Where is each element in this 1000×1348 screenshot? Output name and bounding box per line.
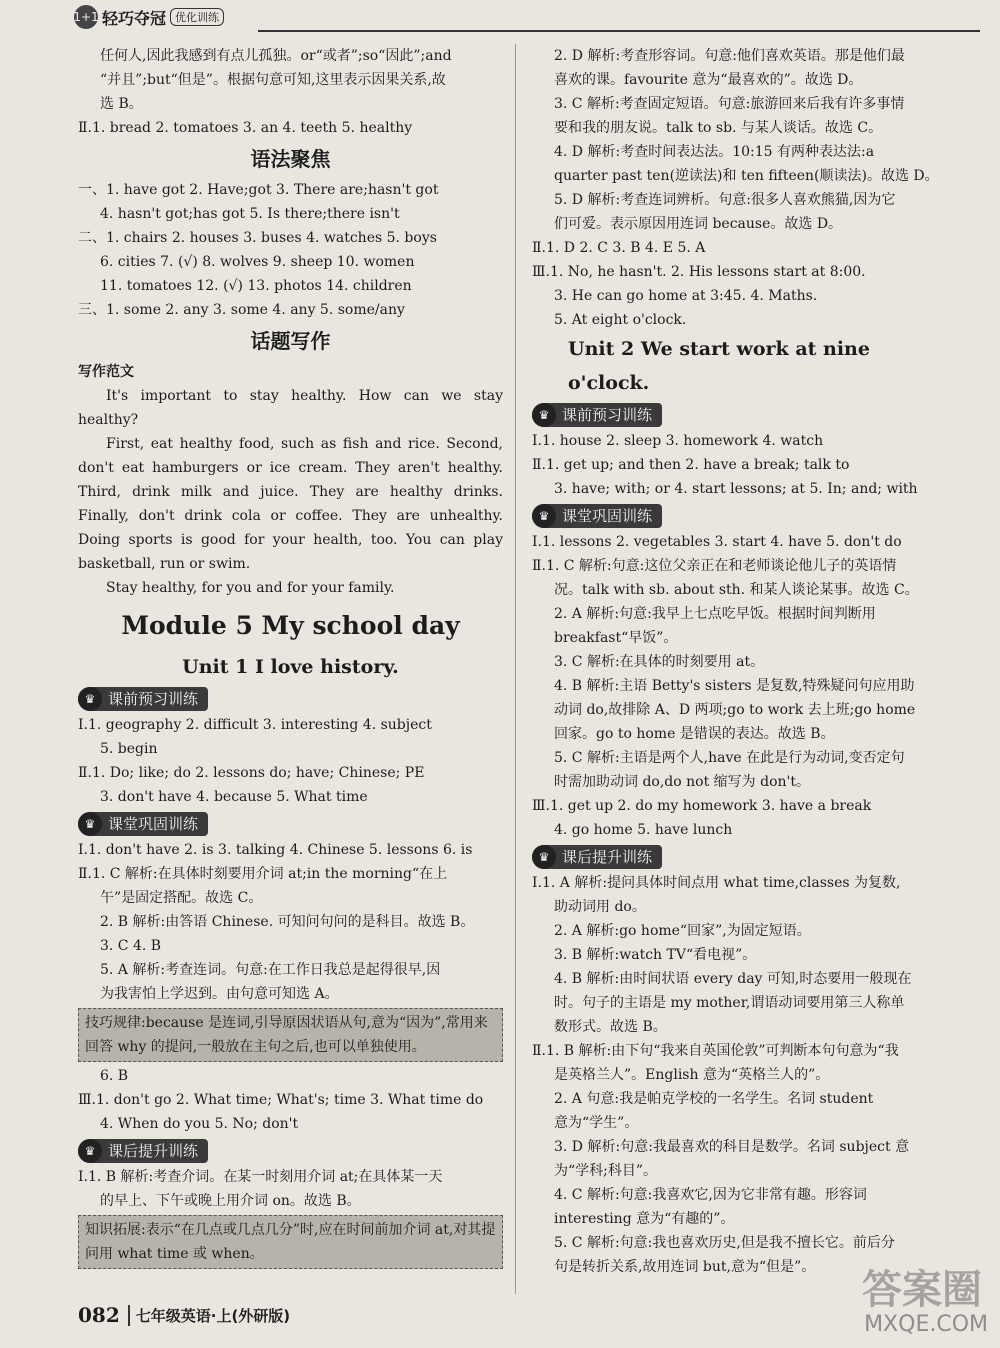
answer-line: quarter past ten(逆读法)和 ten fifteen(顺读法)。故选 D。: [554, 168, 939, 184]
answer-line: Ⅱ.1. D 2. C 3. B 4. E 5. A: [532, 240, 706, 256]
writing-paragraph: Stay healthy, for you and for your family.: [106, 580, 395, 596]
answer-line: Ⅲ.1. get up 2. do my homework 3. have a break: [532, 798, 872, 814]
answer-line: 二、1. chairs 2. houses 3. buses 4. watches 5. boys: [78, 230, 437, 246]
answer-line: 3. D 解析:句意:我最喜欢的科目是数学。名词 subject 意: [554, 1139, 910, 1155]
knowledge-box: 知识拓展:表示“在几点或几点几分”时,应在时间前加介词 at,对其提问用 what time 或 when。: [78, 1215, 503, 1269]
answer-line: 动词 do,故排除 A、D 两项;go to work 去上班;go home: [554, 702, 916, 718]
answer-line: 2. A 句意:我是帕克学校的一名学生。名词 student: [554, 1091, 874, 1107]
page-number: 082: [78, 1303, 120, 1327]
answer-line: 4. hasn't got;has got 5. Is there;there isn't: [100, 206, 400, 222]
answer-line: breakfast“早饭”。: [554, 630, 678, 646]
section-banner-preview: [78, 687, 208, 711]
answer-line: Ⅰ.1. geography 2. difficult 3. interesting 4. subject: [78, 717, 432, 733]
answer-line: 一、1. have got 2. Have;got 3. There are;hasn't got: [78, 182, 439, 198]
banner-label: 课前预习训练: [108, 690, 199, 708]
answer-line: 3. C 4. B: [100, 938, 162, 954]
answer-line: 6. cities 7. (√) 8. wolves 9. sheep 10. women: [100, 254, 415, 270]
answer-line: 3. B 解析:watch TV“看电视”。: [554, 947, 757, 963]
answer-line: 助动词用 do。: [554, 899, 646, 915]
logo-subtitle: 优化训练: [170, 8, 224, 26]
writing-paragraph: It's important to stay healthy. How can we stay healthy?: [78, 388, 503, 428]
answer-line: 4. D 解析:考查时间表达法。10:15 有两种表达法:a: [554, 144, 875, 160]
answer-line: 2. A 解析:go home“回家”,为固定短语。: [554, 923, 811, 939]
answer-line: 2. B 解析:由答语 Chinese. 可知问句问的是科目。故选 B。: [100, 914, 475, 930]
answer-line: 任何人,因此我感到有点儿孤独。or“或者”;so“因此”;and: [100, 48, 452, 64]
answer-line: 数形式。故选 B。: [554, 1019, 667, 1035]
answer-line: 3. C 解析:考查固定短语。句意:旅游回来后我有许多事情: [554, 96, 905, 112]
brand-logo: [74, 4, 224, 30]
page-header: [0, 0, 1000, 34]
section-banner-classwork: [532, 504, 662, 528]
watermark-url: MXQE.COM: [864, 1312, 988, 1337]
answer-line: 是英格兰人”。English 意为“英格兰人的”。: [554, 1067, 830, 1083]
answer-line: 2. A 解析:句意:我早上七点吃早饭。根据时间判断用: [554, 606, 876, 622]
answer-line: 时需加助动词 do,do not 缩写为 don't。: [554, 774, 810, 790]
answer-line: 要和我的朋友说。talk to sb. 与某人谈话。故选 C。: [554, 120, 883, 136]
right-column: [532, 44, 952, 1279]
answer-line: 11. tomatoes 12. (√) 13. photos 14. children: [100, 278, 412, 294]
answer-line: 6. B: [100, 1068, 129, 1084]
logo-text: 轻巧夺冠: [102, 8, 167, 28]
answer-line: 3. don't have 4. because 5. What time: [100, 789, 368, 805]
answer-line: Ⅲ.1. No, he hasn't. 2. His lessons start at 8:00.: [532, 264, 866, 280]
answer-line: Ⅱ.1. bread 2. tomatoes 3. an 4. teeth 5. healthy: [78, 120, 413, 136]
book-title: 七年级英语·上(外研版): [128, 1305, 290, 1326]
section-title-writing: 话题写作: [250, 329, 331, 353]
banner-label: 课前预习训练: [562, 406, 653, 424]
section-banner-homework: [78, 1139, 208, 1163]
answer-line: “并且”;but“但是”。根据句意可知,这里表示因果关系,故: [100, 72, 446, 88]
answer-line: 3. He can go home at 3:45. 4. Maths.: [554, 288, 818, 304]
answer-line: 为“学科;科目”。: [554, 1163, 658, 1179]
answer-line: 意为“学生”。: [554, 1115, 639, 1131]
answer-line: 喜欢的课。favourite 意为“最喜欢的”。故选 D。: [554, 72, 863, 88]
answer-line: 们可爱。表示原因用连词 because。故选 D。: [554, 216, 843, 232]
unit-title: Unit 1 I love history.: [182, 656, 399, 678]
answer-line: 2. D 解析:考查形容词。句意:他们喜欢英语。那是他们最: [554, 48, 905, 64]
answer-line: 5. C 解析:主语是两个人,have 在此是行为动词,变否定句: [554, 750, 905, 766]
answer-line: Ⅰ.1. A 解析:提问具体时间点用 what time,classes 为复数,: [532, 875, 901, 891]
writing-label: 写作范文: [78, 364, 134, 380]
answer-line: 3. have; with; or 4. start lessons; at 5. In; and; with: [554, 481, 918, 497]
answer-line: Ⅰ.1. B 解析:考查介词。在某一时刻用介词 at;在具体某一天: [78, 1169, 443, 1185]
answer-line: 5. C 解析:句意:我也喜欢历史,但是我不擅长它。前后分: [554, 1235, 895, 1251]
answer-line: 4. C 解析:句意:我喜欢它,因为它非常有趣。形容词: [554, 1187, 867, 1203]
answer-line: 的早上、下午或晚上用介词 on。故选 B。: [100, 1193, 361, 1209]
column-divider: [515, 44, 516, 1294]
logo-icon: 1+1: [74, 5, 98, 29]
answer-line: Ⅱ.1. get up; and then 2. have a break; talk to: [532, 457, 850, 473]
answer-line: Ⅱ.1. C 解析:在具体时刻要用介词 at;in the morning“在上: [78, 866, 448, 882]
banner-label: 课后提升训练: [562, 848, 653, 866]
header-rule: [258, 30, 980, 32]
answer-line: 4. go home 5. have lunch: [554, 822, 733, 838]
answer-line: 时。句子的主语是 my mother,谓语动词要用第三人称单: [554, 995, 905, 1011]
answer-line: 4. When do you 5. No; don't: [100, 1116, 299, 1132]
answer-line: 5. At eight o'clock.: [554, 312, 687, 328]
answer-line: 回家。go to home 是错误的表达。故选 B。: [554, 726, 835, 742]
left-column: [78, 44, 503, 1271]
section-banner-homework: [532, 845, 662, 869]
answer-line: 5. A 解析:考查连词。句意:在工作日我总是起得很早,因: [100, 962, 441, 978]
answer-line: Ⅱ.1. Do; like; do 2. lessons do; have; Chinese; PE: [78, 765, 425, 781]
answer-line: 况。talk with sb. about sth. 和某人谈论某事。故选 C。: [554, 582, 919, 598]
tip-box: 技巧规律:because 是连词,引导原因状语从句,意为“因为”,常用来回答 why 的提问,一般放在主句之后,也可以单独使用。: [78, 1008, 503, 1062]
section-banner-preview: [532, 403, 662, 427]
crown-icon: ♛: [78, 1139, 102, 1163]
answer-line: 5. D 解析:考查连词辨析。句意:很多人喜欢熊猫,因为它: [554, 192, 896, 208]
answer-line: 5. begin: [100, 741, 158, 757]
answer-line: Ⅰ.1. don't have 2. is 3. talking 4. Chinese 5. lessons 6. is: [78, 842, 473, 858]
page-footer: [78, 1303, 290, 1327]
answer-line: 为我害怕上学迟到。由句意可知选 A。: [100, 986, 339, 1002]
banner-label: 课堂巩固训练: [562, 507, 653, 525]
crown-icon: ♛: [532, 403, 556, 427]
answer-line: 句是转折关系,故用连词 but,意为“但是”。: [554, 1259, 816, 1275]
writing-paragraph: First, eat healthy food, such as fish and rice. Second, don't eat hamburgers or ice cream. They aren't healthy. Third, drink milk and juice. They are healthy drinks. Finally, don't drink cola or coffee. They are unhealthy. Doing sports is good for your health, too. You can play basketball, run or swim.: [78, 436, 503, 572]
answer-line: 选 B。: [100, 96, 143, 112]
banner-label: 课堂巩固训练: [108, 815, 199, 833]
answer-line: Ⅱ.1. B 解析:由下句“我来自英国伦敦”可判断本句句意为“我: [532, 1043, 899, 1059]
answer-line: Ⅱ.1. C 解析:句意:这位父亲正在和老师谈论他儿子的英语情: [532, 558, 897, 574]
section-title-grammar: 语法聚焦: [250, 147, 331, 171]
banner-label: 课后提升训练: [108, 1142, 199, 1160]
answer-line: 午”是固定搭配。故选 C。: [100, 890, 263, 906]
answer-line: 三、1. some 2. any 3. some 4. any 5. some/any: [78, 302, 405, 318]
crown-icon: ♛: [532, 504, 556, 528]
crown-icon: ♛: [532, 845, 556, 869]
section-banner-classwork: [78, 812, 208, 836]
answer-line: 4. B 解析:主语 Betty's sisters 是复数,特殊疑问句应用助: [554, 678, 915, 694]
answer-line: Ⅰ.1. lessons 2. vegetables 3. start 4. have 5. don't do: [532, 534, 902, 550]
crown-icon: ♛: [78, 812, 102, 836]
answer-line: 3. C 解析:在具体的时刻要用 at。: [554, 654, 765, 670]
answer-line: 4. B 解析:由时间状语 every day 可知,时态要用一般现在: [554, 971, 912, 987]
answer-line: Ⅰ.1. house 2. sleep 3. homework 4. watch: [532, 433, 824, 449]
unit-title: Unit 2 We start work at nine o'clock.: [568, 338, 870, 394]
watermark-logo: 答案圈: [862, 1267, 982, 1313]
crown-icon: ♛: [78, 687, 102, 711]
answer-line: Ⅲ.1. don't go 2. What time; What's; time 3. What time do: [78, 1092, 484, 1108]
answer-line: interesting 意为“有趣的”。: [554, 1211, 735, 1227]
module-title: Module 5 My school day: [121, 611, 460, 640]
